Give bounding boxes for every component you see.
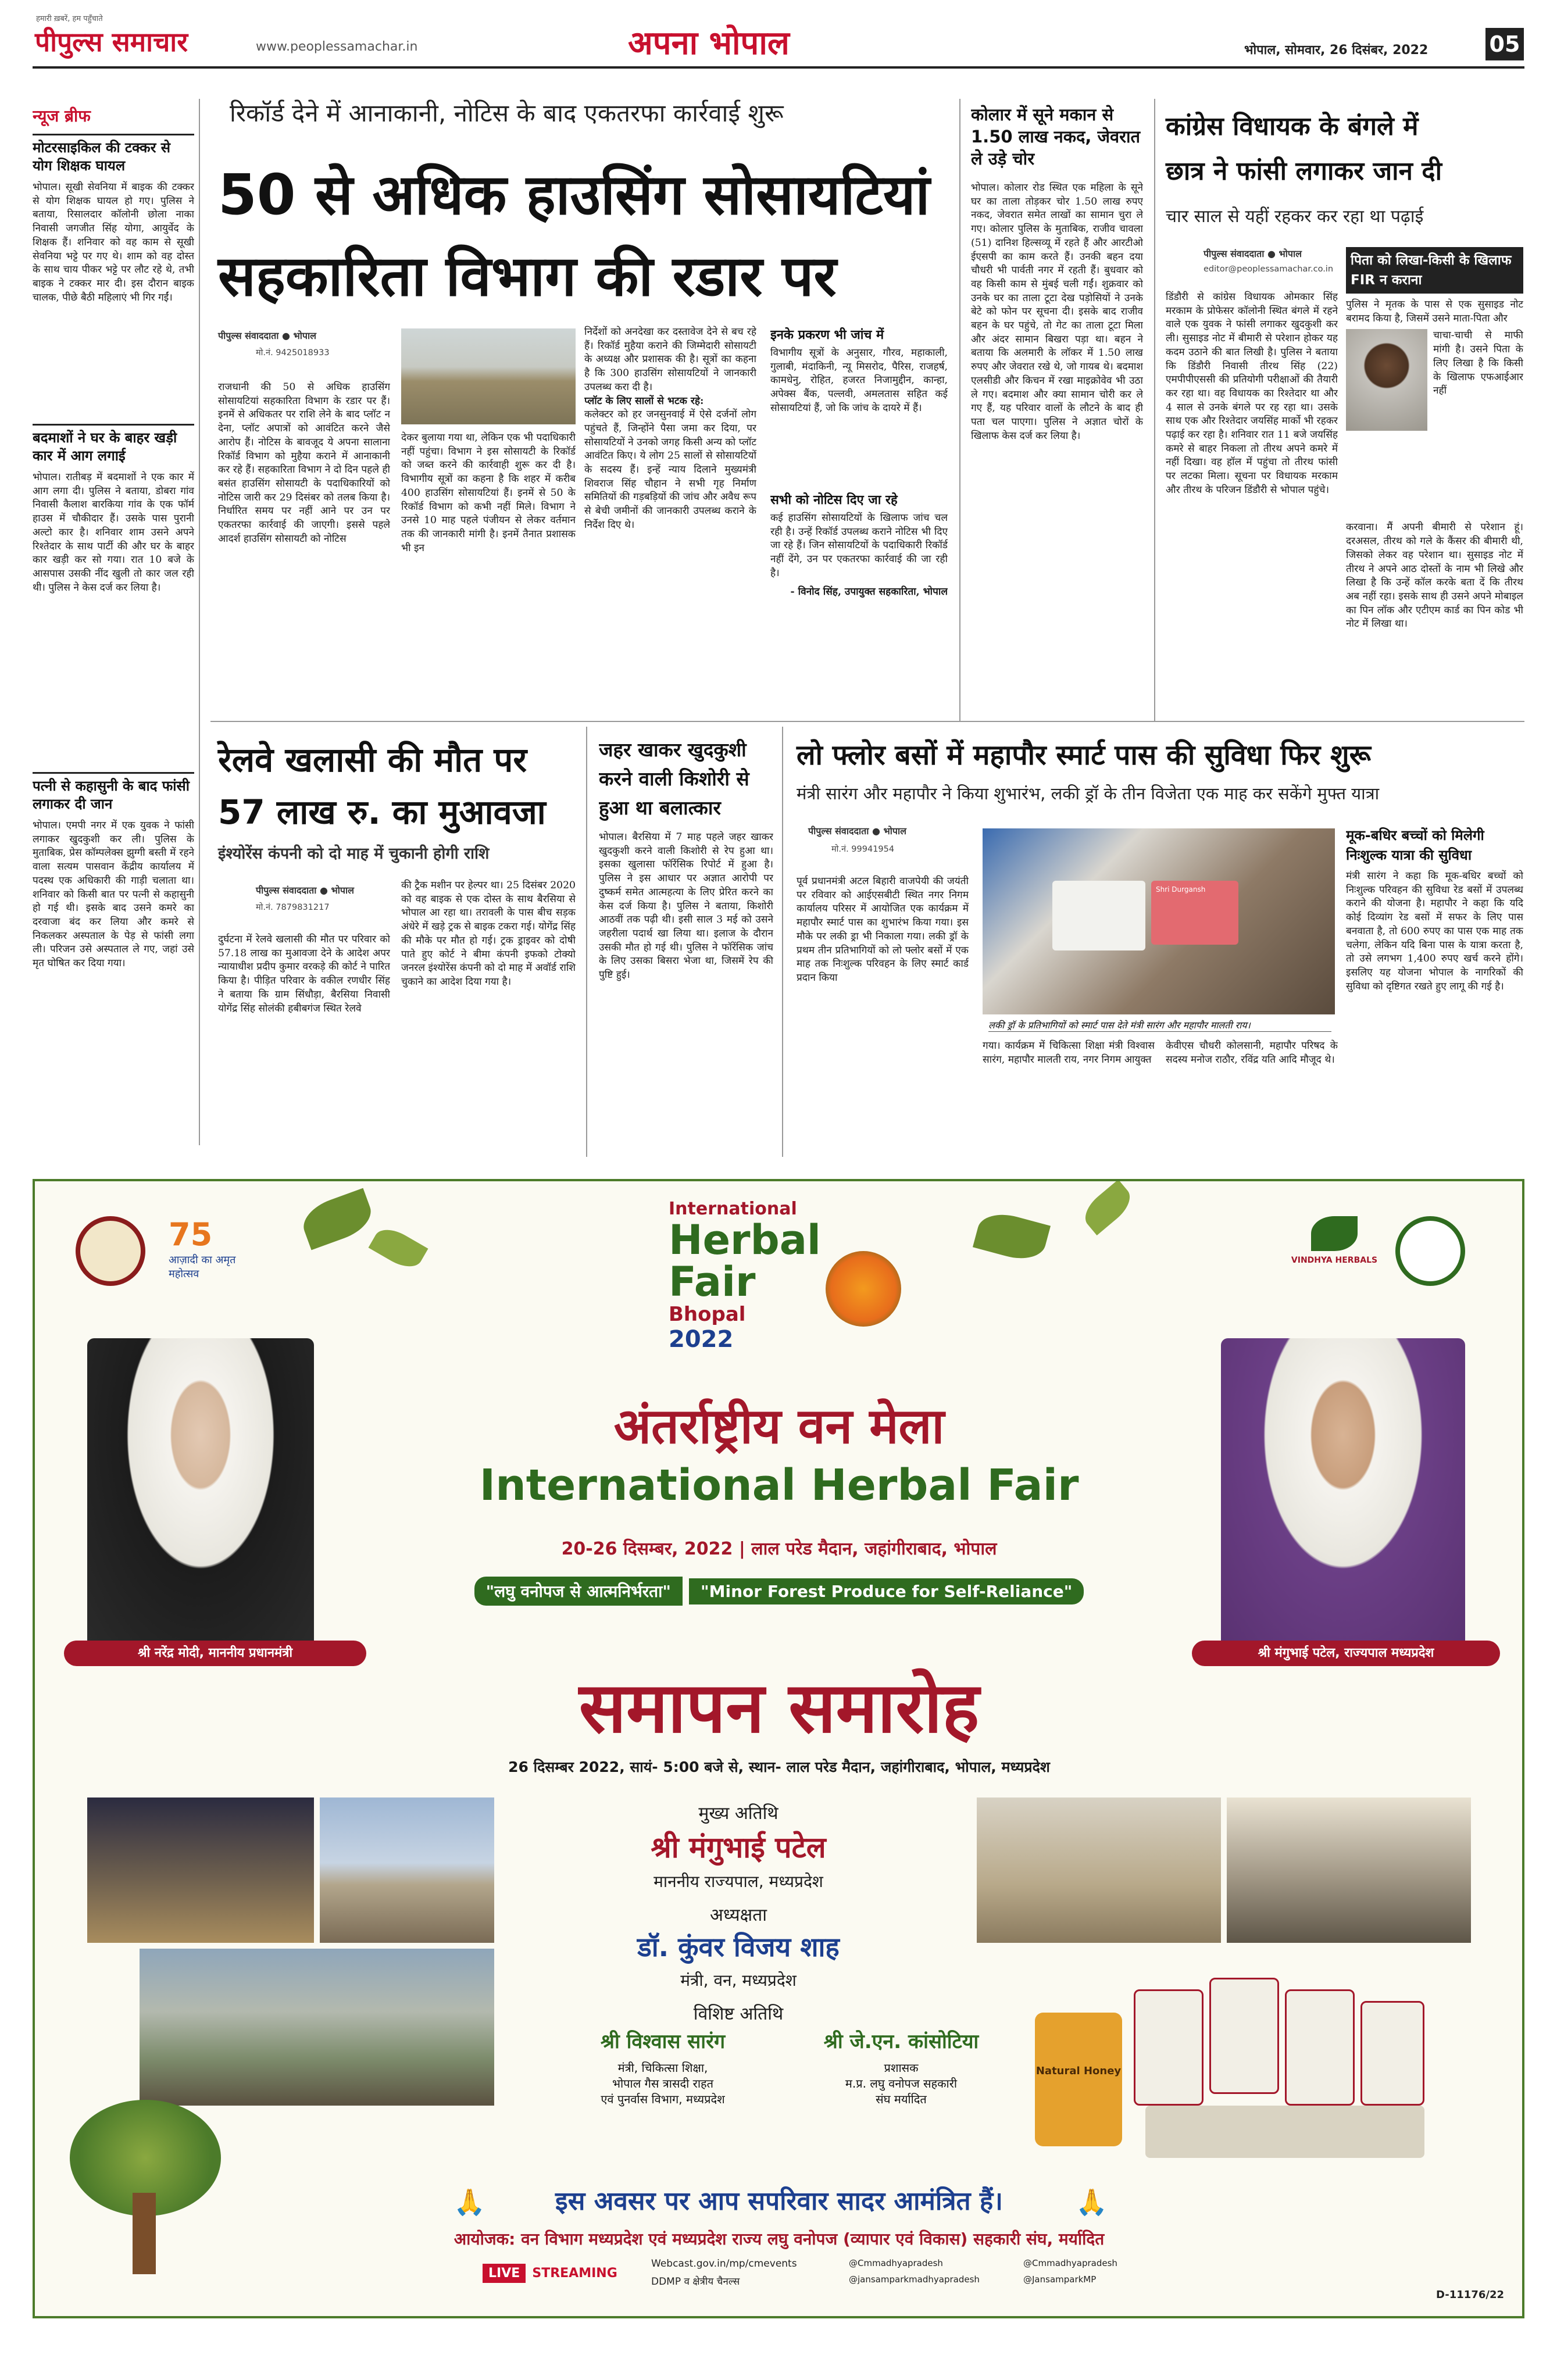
- product-jar: [1285, 1989, 1355, 2106]
- bus-byline: पीपुल्स संवाददाता ● भोपाल: [808, 826, 906, 837]
- bus-photo-caption: लकी ड्रॉ के प्रतिभागियों को स्मार्ट पास देते मंत्री सारंग और महापौर मालती राय।: [988, 1019, 1331, 1032]
- suicide-email[interactable]: editor@peoplessamachar.co.in: [1204, 265, 1334, 274]
- smart-card-text: Shri Durgansh: [1156, 885, 1206, 894]
- azadi-mahotsav-logo: [169, 1216, 267, 1286]
- brief-body-1: भोपाल। सूखी सेवनिया में बाइक की टक्कर से योग शिक्षक घायल हो गए। पुलिस ने बताया, रिसालदार कॉलोनी छोला नाका निवासी जगजीत सिंह योगा, आयुर्वेद के शिक्षक हैं। शनिवार को वह काम से सूखी सेवनिया भट्टे पर गए थे। शाम को वह दोस्त के साथ चाय पीकर भट्टे पर लौट रहे थे, तभी बाइक ने टक्कर मार दी। इस दौरान बाइक चालक, पीछे बैठी महिलाएं भी गिर गईं।: [33, 181, 194, 303]
- suicide-box-bottom: करवाना। मैं अपनी बीमारी से परेशान हूं। दरअसल, तीरथ को गले के कैंसर की बीमारी थी, जिसको लेकर वह परेशान था। सुसाइड नोट में तीरथ ने अपने आठ दोस्तों के नाम भी लिखे और लिखा है कि उन्हें कॉल करके बता दें कि तीरथ अब नहीं रहा। इसके साथ ही उसने अपने मोबाइल का पिन लॉक और एटीएम कार्ड का पिन कोड भी नोट में लिखा था।: [1346, 521, 1523, 630]
- masthead-brand: पीपुल्स समाचार: [35, 26, 188, 58]
- herbal-products-display: [1035, 1978, 1477, 2170]
- bus-col-1: पूर्व प्रधानमंत्री अटल बिहारी वाजपेयी की जयंती पर रविवार को आईएसबीटी स्थित नगर निगम कार्यालय परिसर में आयोजित एक कार्यक्रम में महापौर स्मार्ट पास का शुभारंभ किया गया। इस मौके पर लकी ड्रा भी निकाला गया। लकी ड्रॉ के प्रथम तीन प्रतिभागियों को लो फ्लोर बसों में एक माह तक निःशुल्क परिवहन के लिए स्मार्ट कार्ड प्रदान किया: [797, 875, 969, 984]
- mp-government-emblem: [76, 1216, 145, 1286]
- namaste-icon-left: 🙏: [453, 2188, 485, 2217]
- railway-col-2: की ट्रैक मशीन पर हेल्पर था। 25 दिसंबर 2020 को वह बाइक से एक दोस्त के साथ बैरसिया से भोपाल आ रहा था। तरावली के पास बीच सड़क अंधेरे में खड़े ट्रक से बाइक टकरा गई। योगेंद्र सिंह की मौके पर मौत हो गई। ट्रक ड्राइवर को दोषी पाते हुए कोर्ट ने बीमा कंपनी इफको टोक्यो जनरल इंश्योरेंस कंपनी को दो माह में अवॉर्ड राशि चुकाने का आदेश दिया गया है।: [401, 880, 576, 988]
- brief-headline-1: मोटरसाइकिल की टक्कर से योग शिक्षक घायल: [33, 134, 194, 175]
- special-guest-2-name: श्री जे.एन. कांसोटिया: [823, 2030, 979, 2053]
- suicide-box-side: चाचा-चाची से माफी मांगी है। उसने पिता के लिए लिखा है कि किसी के खिलाफ एफआईआर नहीं: [1433, 330, 1523, 397]
- suicide-headline-2: छात्र ने फांसी लगाकर जान दी: [1166, 156, 1442, 186]
- housing-col-3: [584, 326, 756, 686]
- housing-col-1: राजधानी की 50 से अधिक हाउसिंग सोसायटियां सहकारिता विभाग के रडार पर हैं। इनमें से अधिकतर पर राशि लेने के बाद प्लॉट न देना, प्लॉट अपात्रों को आवंटित करने जैसे आरोप हैं। नोटिस के बावजूद ये अपना सालाना रिकॉर्ड विभाग को मुहैया कराने में आनाकानी कर रहे हैं। सहकारिता विभाग ने दो दिन पहले ही बसंत हाउसिंग सोसायटी के पदाधिकारियों को नोटिस जारी कर 29 दिसंबर को तलब किया है। निर्धारित समय पर नहीं आने पर उन पर एकतरफा कार्रवाई की जाएगी। इससे पहले आदर्श हाउसिंग सोसायटी को नोटिस: [218, 381, 390, 545]
- poison-story: [599, 735, 773, 1163]
- suicide-box-head: पिता को लिखा-किसी के खिलाफ FIR न कराना: [1346, 247, 1523, 294]
- bus-sidebar: [1346, 826, 1523, 1163]
- theft-headline: कोलार में सूने मकान से 1.50 लाख नकद, जेवरात ले उड़े चोर: [971, 105, 1141, 169]
- housing-notice-quote: - विनोद सिंह, उपायुक्त सहकारिता, भोपाल: [790, 585, 948, 598]
- fair-photo-aerial: [140, 1949, 494, 2106]
- masthead-rule: [33, 66, 1524, 69]
- chief-guest-name: श्री मंगुभाई पटेल: [651, 1831, 826, 1864]
- suicide-box-top: पुलिस ने मृतक के पास से एक सुसाइड नोट बरामद किया है, जिसमें उसने माता-पिता और: [1346, 299, 1523, 324]
- vindhya-leaf-icon: [1311, 1216, 1358, 1251]
- azadi-label: आज़ादी का अमृत महोत्सव: [169, 1254, 236, 1280]
- brief-headline-3: पत्नी से कहासुनी के बाद फांसी लगाकर दी जान: [33, 772, 194, 813]
- honey-label: Natural Honey: [1035, 2065, 1122, 2077]
- suicide-body: डिंडौरी से कांग्रेस विधायक ओमकार सिंह मरकाम के प्रोफेसर कॉलोनी स्थित बंगले में रहने वाले एक युवक ने फांसी लगाकर खुदकुशी कर ली। सुसाइड नोट में बीमारी से परेशान होकर यह कदम उठाने की बात लिखी है। पुलिस ने बताया कि डिंडौरी निवासी तीरथ सिंह (22) एमपीपीएससी की प्रतियोगी परीक्षाओं की तैयारी कर रहा था। वह विधायक का रिश्तेदार था और 4 साल से उनके बंगले पर रह रहा था। उसके साथ एक और रिश्तेदार जयसिंह मार्को भी रहकर पढ़ाई कर रहा है। शनिवार रात 11 बजे जयसिंह कमरे से बाहर निकला तो तीरथ अपने कमरे में नहीं दिखा। वह हॉल में पहुंचा तो तीरथ फांसी पर लटका मिला। सूचना पर विधायक मरकाम और तीरथ के परिजन डिंडौरी से भोपाल पहुंचे।: [1166, 291, 1338, 496]
- bus-subhead: मंत्री सारंग और महापौर ने किया शुभारंभ, लकी ड्रॉ के तीन विजेता एक माह कर सकेंगे मुफ्त यात्रा: [797, 784, 1380, 803]
- governor-caption: श्री मंगुभाई पटेल, राज्यपाल मध्यप्रदेश: [1192, 1641, 1500, 1666]
- globe-icon: [826, 1251, 901, 1327]
- news-brief-column: [33, 105, 194, 1163]
- section-title: अपना भोपाल: [628, 24, 790, 62]
- housing-headline-2: सहकारिता विभाग की रडार पर: [218, 244, 837, 309]
- fair-photo-gallery: [977, 1797, 1221, 1943]
- fair-logo-line-1: International: [669, 1199, 797, 1219]
- railway-mobile: मो.नं. 7879831217: [256, 903, 330, 912]
- column-divider: [199, 99, 200, 1145]
- railway-headline-2: 57 लाख रु. का मुआवजा: [218, 792, 546, 832]
- product-jar: [1209, 1978, 1279, 2094]
- masthead: [0, 0, 1557, 70]
- fair-title-hindi: अंतर्राष्ट्रीय वन मेला: [613, 1398, 945, 1455]
- column-divider: [782, 727, 783, 1157]
- pm-portrait: [87, 1338, 314, 1641]
- railway-subhead: इंश्योरेंस कंपनी को दो माह में चुकानी होगी राशि: [218, 845, 490, 863]
- suicide-byline: पीपुल्स संवाददाता ● भोपाल: [1204, 248, 1302, 259]
- ceremony-title: समापन समारोह: [578, 1668, 980, 1749]
- fair-date-venue: 20-26 दिसम्बर, 2022 | लाल परेड मैदान, जहांगीराबाद, भोपाल: [561, 1539, 997, 1559]
- fair-logo-line-2: Herbal: [669, 1216, 821, 1264]
- news-brief-label: न्यूज ब्रीफ: [33, 106, 91, 126]
- honey-jar: [1035, 2013, 1122, 2146]
- smart-card-prop: [1052, 881, 1145, 950]
- bus-col-2: गया। कार्यक्रम में चिकित्सा शिक्षा मंत्री विश्वास सारंग, महापौर मालती राय, नगर निगम आयुक्त: [983, 1040, 1155, 1066]
- vindhya-herbals-logo: [1291, 1216, 1378, 1286]
- pm-caption: श्री नरेंद्र मोदी, माननीय प्रधानमंत्री: [64, 1641, 366, 1666]
- president-label: अध्यक्षता: [710, 1905, 767, 1925]
- bus-col-3: केवीएस चौधरी कोलसानी, महापौर परिषद के सदस्य मनोज राठौर, रविंद्र यति आदि मौजूद थे।: [1166, 1040, 1338, 1066]
- poison-body: भोपाल। बैरसिया में 7 माह पहले जहर खाकर खुदकुशी करने वाली किशोरी से रेप हुआ था। इसका खुलासा फॉरेंसिक रिपोर्ट में हुआ है। पुलिस ने इस आधार पर अज्ञात आरोपी पर दुष्कर्म समेत आत्महत्या के लिए प्रेरित करने का केस दर्ज किया है। पुलिस ने बताया, किशोरी आठवीं तक पढ़ी थी। इसी साल 3 मई को उसने जहरीला पदार्थ खा लिया था। इलाज के दौरान उसकी मौत हो गई थी। पुलिस ने फॉरेंसिक जांच के लिए उसका बिसरा भेजा था, जिसमें रेप की पुष्टि हुई।: [599, 831, 773, 981]
- railway-col-1: दुर्घटना में रेलवे खलासी की मौत पर परिवार को 57.18 लाख का मुआवजा देने के आदेश अपर न्यायाधीश प्रदीप कुमार वरकड़े की कोर्ट ने पारित किया है। पीड़ित परिवार के वकील रणधीर सिंह ने बताया कि ग्राम सिंधौड़ा, बैरसिया निवासी योगेंद्र सिंह सोलंकी हबीबगंज स्थित रेलवे: [218, 934, 390, 1014]
- fair-logo-year: 2022: [669, 1326, 734, 1353]
- special-guest-1-title-2: भोपाल गैस त्रासदी राहत: [612, 2077, 714, 2090]
- chief-guest-title: माननीय राज्यपाल, मध्यप्रदेश: [653, 1872, 823, 1891]
- fair-logo-line-4: Bhopal: [669, 1303, 746, 1326]
- president-name: डॉ. कुंवर विजय शाह: [637, 1931, 840, 1963]
- housing-sidebar-body: विभागीय सूत्रों के अनुसार, गौरव, महाकाली, गुलाबी, मंदाकिनी, न्यू मिसरोद, पैरिस, राजहर्ष, कामधेनु, रोहित, हजरत निजामुद्दीन, कान्हा, अपेक्स बैंक, पल्लवी, अमलतास सहित कई सोसायटियां हैं, जो कि जांच के दायरे में हैं।: [770, 347, 948, 414]
- special-guest-2: [785, 2027, 1017, 2107]
- brief-body-3: भोपाल। एमपी नगर में एक युवक ने फांसी लगाकर खुदकुशी कर ली। पुलिस के मुताबिक, प्रेस कॉम्पलेक्स झुग्गी बस्ती में रहने वाला सत्यम पासवान केंद्रीय कार्यालय में पदस्थ एक अधिकारी की गाड़ी चलाता था। शनिवार को किसी बात पर पत्नी से कहासुनी हो गई थी। इसके बाद उसने कमरे का दरवाजा बंद कर लिया और कमरे से निकलकर अस्पताल के पेड़ से फांसी लगा ली। परिजन उसे अस्पताल ले गए, जहां उसे मृत घोषित कर दिया गया।: [33, 820, 194, 970]
- suicide-subhead: चार साल से यहीं रहकर कर रहा था पढ़ाई: [1166, 206, 1424, 227]
- namaste-icon-right: 🙏: [1076, 2188, 1108, 2217]
- product-jar: [1360, 2001, 1424, 2106]
- masthead-website[interactable]: www.peoplessamachar.in: [256, 40, 418, 54]
- section-rule: [210, 721, 1524, 722]
- ddmp-channels: DDMP व क्षेत्रीय चैनल्स: [651, 2276, 740, 2288]
- social-handle-4[interactable]: @JansamparkMP: [1023, 2274, 1097, 2285]
- brief-body-2: भोपाल। रातीबड़ में बदमाशों ने एक कार में आग लगा दी। पुलिस ने बताया, डोबरा गांव निवासी कैलाश बारकिया गांव के एक फॉर्म हाउस में चौकीदार हैं। उसके पास पुरानी अल्टो कार है। शनिवार शाम उसने अपने रिश्तेदार के साथ पार्टी की और घर के बाहर कार खड़ी कर सो गया। रात 10 बजे के आसपास उसकी नींद खुली तो कार जल रही थी। पुलिस ने केस दर्ज कर लिया है।: [33, 471, 194, 594]
- fair-photo-stall: [87, 1797, 314, 1943]
- decorative-leaf: [973, 1208, 1051, 1266]
- railway-headline-1: रेलवे खलासी की मौत पर: [218, 740, 527, 780]
- dateline: भोपाल, सोमवार, 26 दिसंबर, 2022: [1244, 43, 1429, 58]
- column-divider: [586, 727, 587, 1157]
- housing-site-photo: [401, 328, 576, 424]
- fair-title-english: International Herbal Fair: [479, 1460, 1079, 1510]
- housing-notice-body: कई हाउसिंग सोसायटियों के खिलाफ जांच चल रही है। उन्हें रिकॉर्ड उपलब्ध कराने नोटिस भी दिए जा रहे हैं। जिन सोसायटियों के पदाधिकारी रिकॉर्ड नहीं देंगे, उन पर एकतरफा कार्रवाई की जा रही है।: [770, 512, 948, 579]
- railway-byline: पीपुल्स संवाददाता ● भोपाल: [256, 885, 354, 896]
- housing-col-3-text-b: कलेक्टर को हर जनसुनवाई में ऐसे दर्जनों लोग पहुंचते हैं, जिन्होंने पैसा जमा कर दिया, पर सोसायटियों ने उनको जगह किसी अन्य को प्लॉट आवंटित किए। ये लोग 25 सालों से सोसायटियों के सदस्य हैं। इन्हें न्याय दिलाने मुख्यमंत्री शिवराज सिंह चौहान ने सभी गृह निर्माण समितियों की गड़बड़ियों की जांच और अवैध रूप से बेची जमीनों की जानकारी उपलब्ध कराने के निर्देश दिए थे।: [584, 409, 756, 531]
- column-divider: [959, 99, 960, 721]
- decorative-leaf: [1078, 1180, 1137, 1235]
- fair-slogans: [390, 1577, 1169, 1606]
- bus-event-photo: [983, 828, 1335, 1014]
- column-divider: [1154, 99, 1155, 721]
- bus-mobile: मो.नं. 99941954: [831, 845, 895, 854]
- poison-headline: जहर खाकर खुदकुशी करने वाली किशोरी से हुआ था बलात्कार: [599, 738, 749, 819]
- social-handle-2[interactable]: @jansamparkmadhyapradesh: [849, 2274, 980, 2285]
- ceremony-time: 26 दिसम्बर 2022, सायं- 5:00 बजे से, स्थान- लाल परेड मैदान, जहांगीराबाद, भोपाल, मध्यप्रदेश: [508, 1759, 1050, 1775]
- ad-code: D-11176/22: [1436, 2289, 1504, 2301]
- housing-col-3-text: निर्देशों को अनदेखा कर दस्तावेज देने से बच रहे हैं। रिकॉर्ड मुहैया कराने की जिम्मेदारी सोसायटी के अध्यक्ष और प्रशासक की है। सूत्रों का कहना है कि 300 हाउसिंग सोसायटियों ने जानकारी उपलब्ध करा दी है।: [584, 326, 756, 393]
- product-jar: [1134, 1989, 1204, 2106]
- housing-sidebar: [770, 326, 948, 686]
- housing-col-3-subhead: प्लॉट के लिए सालों से भटक रहे:: [584, 395, 704, 407]
- invitation-line: इस अवसर पर आप सपरिवार सादर आमंत्रित हैं।: [555, 2186, 1003, 2216]
- brief-headline-2: बदमाशों ने घर के बाहर खड़ी कार में आग लगाई: [33, 424, 194, 465]
- special-guest-1: [547, 2027, 779, 2107]
- suicide-headline-1: कांग्रेस विधायक के बंगले में: [1166, 112, 1419, 141]
- vindhya-label: VINDHYA HERBALS: [1291, 1256, 1378, 1265]
- fair-photo-crowd: [1227, 1797, 1471, 1943]
- special-guest-1-title-3: एवं पुनर्वास विभाग, मध्यप्रदेश: [601, 2092, 725, 2106]
- organizer-line: आयोजक: वन विभाग मध्यप्रदेश एवं मध्यप्रदेश राज्य लघु वनोपज (व्यापार एवं विकास) सहकारी संघ, मर्यादित: [453, 2229, 1105, 2249]
- fair-logo-line-3: Fair: [669, 1258, 756, 1306]
- live-streaming-badge: [483, 2264, 628, 2287]
- live-label: LIVE: [483, 2264, 526, 2283]
- special-guest-2-title-1: प्रशासक: [884, 2061, 919, 2075]
- housing-col-2: देकर बुलाया गया था, लेकिन एक भी पदाधिकारी नहीं पहुंचा। विभाग ने इस सोसायटी के रिकॉर्ड को जब्त करने की कार्रवाही शुरू कर दी है। विभागीय सूत्रों का कहना है कि शहर में करीब 400 हाउसिंग सोसायटियां हैं। इनमें से 50 के रिकॉर्ड विभाग को कभी नहीं मिले। विभाग ने उनसे 10 माह पहले पंजीयन से लेकर वर्तमान तक की जानकारी मांगी है। इनमें तैनात प्रशासक भी इन: [401, 432, 576, 554]
- chief-guest-label: मुख्य अतिथि: [698, 1803, 779, 1824]
- theft-story: [971, 103, 1143, 708]
- minor-forest-federation-emblem: [1395, 1216, 1465, 1286]
- housing-kicker: रिकॉर्ड देने में आनाकानी, नोटिस के बाद एकतरफा कार्रवाई शुरू: [230, 99, 784, 127]
- governor-portrait: [1221, 1338, 1465, 1641]
- tree-illustration: [64, 2100, 227, 2274]
- streaming-label: STREAMING: [532, 2266, 617, 2281]
- special-guest-1-title-1: मंत्री, चिकित्सा शिक्षा,: [617, 2061, 708, 2075]
- masthead-tagline: हमारी ख़बरें, हम पहुँचाते: [36, 15, 103, 23]
- housing-sidebar-head: इनके प्रकरण भी जांच में: [770, 328, 884, 342]
- decorative-leaf: [369, 1223, 428, 1274]
- herbal-fair-advertisement: [33, 1179, 1524, 2318]
- special-guest-1-name: श्री विश्वास सारंग: [600, 2030, 726, 2053]
- smart-card-prop-red: [1151, 881, 1238, 945]
- theft-body: भोपाल। कोलार रोड स्थित एक महिला के सूने घर का ताला तोड़कर चोर 1.50 लाख रुपए नकद, जेवरात समेत लाखों का सामान चुरा ले गए। कोलार पुलिस के मुताबिक, राजीव चावला (51) दानिश हिल्सव्यू में रहते हैं और आरटीओ ईएसपी का काम करते हैं। उनकी बहन दया चौधरी भी पार्वती नगर में रहती हैं। बुधवार को वह किसी काम से मुंबई चली गईं। शुक्रवार को उनके घर का ताला टूटा देख पड़ोसियों ने उनके बेटे को फोन पर सूचना दी। इसके बाद राजीव बहन के घर पहुंचे, तो गेट का ताला टूटा मिला और अंदर सामान बिखरा पड़ा था। बहन ने बताया कि अलमारी के लॉकर में 1.50 लाख रुपए और जेवरात रखे थे, जो गायब थे। बदमाश एलसीडी और किचन में रखा माइक्रोवेव भी उठा ले गए। बदमाश और क्या सामान चोरी कर ले गए हैं, यह परिवार वालों के लौटने के बाद ही पता चल पाएगा। पुलिस ने अज्ञात चोरों के खिलाफ केस दर्ज कर लिया है।: [971, 182, 1143, 442]
- president-title: मंत्री, वन, मध्यप्रदेश: [680, 1971, 797, 1990]
- special-guests-label: विशिष्ट अतिथि: [693, 2004, 784, 2024]
- housing-notice-head: सभी को नोटिस दिए जा रहे: [770, 493, 898, 508]
- special-guest-2-title-2: म.प्र. लघु वनोपज सहकारी: [845, 2077, 958, 2090]
- housing-headline-1: 50 से अधिक हाउसिंग सोसायटियां: [218, 162, 930, 227]
- fair-photo-tents: [320, 1797, 494, 1943]
- product-box: [1145, 2106, 1424, 2158]
- suicide-note-box: [1346, 247, 1523, 718]
- webcast-link[interactable]: Webcast.gov.in/mp/cmevents: [651, 2258, 797, 2270]
- page-number: 05: [1485, 28, 1524, 60]
- azadi-number: 75: [169, 1216, 213, 1253]
- herbal-fair-logo: [669, 1199, 913, 1373]
- decorative-leaf: [298, 1188, 377, 1250]
- social-handle-3[interactable]: @Cmmadhyapradesh: [1023, 2258, 1117, 2268]
- housing-mobile: मो.नं. 9425018933: [256, 348, 330, 358]
- bus-headline: लो फ्लोर बसों में महापौर स्मार्ट पास की सुविधा फिर शुरू: [797, 739, 1371, 771]
- slogan-english: "Minor Forest Produce for Self-Reliance": [689, 1578, 1084, 1604]
- bus-sidebar-head: मूक-बधिर बच्चों को मिलेगी निःशुल्क यात्रा की सुविधा: [1346, 827, 1484, 863]
- housing-byline: पीपुल्स संवाददाता ● भोपाल: [218, 330, 316, 341]
- social-handle-1[interactable]: @Cmmadhyapradesh: [849, 2258, 943, 2268]
- special-guest-2-title-3: संघ मर्यादित: [876, 2092, 927, 2106]
- student-portrait: [1346, 329, 1427, 431]
- bus-sidebar-body: मंत्री सारंग ने कहा कि मूक-बधिर बच्चों को निःशुल्क परिवहन की सुविधा रेड बसों में उपलब्ध कराने की योजना है। महापौर ने कहा कि यदि कोई दिव्यांग रेड बसों में सफर के लिए पास बनवाता है, तो 600 रुपए का पास एक माह तक चलेगा, लेकिन यदि बिना पास के यात्रा करता है, तो उसे लगभग 1,400 रुपए खर्च करने होंगे। इसलिए यह योजना भोपाल के नागरिकों की सुविधा को दृष्टिगत रखते हुए लागू की गई है।: [1346, 870, 1523, 992]
- tree-trunk: [133, 2193, 156, 2274]
- slogan-hindi: "लघु वनोपज से आत्मनिर्भरता": [474, 1577, 683, 1606]
